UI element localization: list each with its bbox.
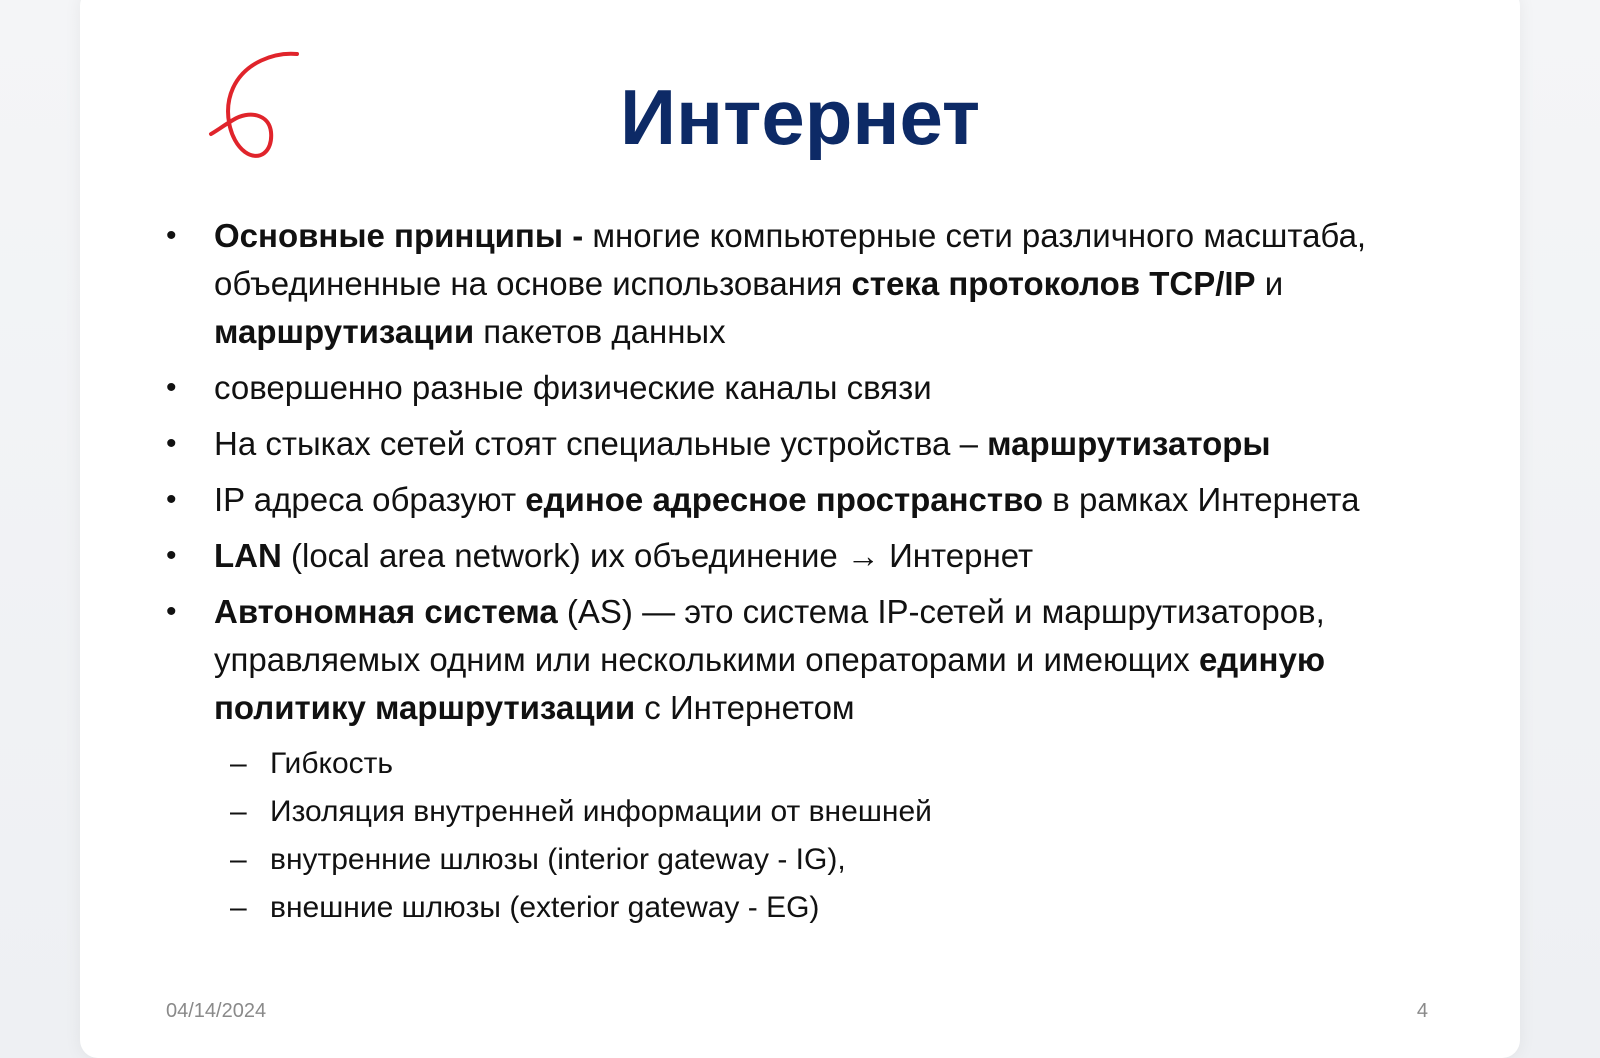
bullet-marker: • bbox=[166, 371, 177, 404]
bullet-bold: Основные принципы - bbox=[214, 217, 584, 254]
sub-bullet-list bbox=[166, 740, 1456, 932]
bullet-marker: • bbox=[166, 483, 177, 516]
bullet-text: IP адреса образуют bbox=[214, 481, 526, 518]
sub-item-text: внешние шлюзы (exterior gateway - EG) bbox=[270, 891, 820, 924]
bullet-text: (local area network) их объединение → Интернет bbox=[281, 537, 1034, 574]
bullet-text: в рамках Интернета bbox=[1043, 481, 1360, 518]
dash-marker: – bbox=[230, 843, 247, 876]
bullet-bold: Автономная система bbox=[214, 593, 558, 630]
sub-item-text: Изоляция внутренней информации от внешней bbox=[270, 795, 932, 828]
dash-marker: – bbox=[230, 747, 247, 780]
bullet-text: и bbox=[1255, 265, 1284, 302]
bullet-bold: LAN bbox=[214, 537, 282, 574]
sub-item bbox=[166, 884, 1456, 932]
bullet-item-lan bbox=[166, 532, 1456, 580]
slide-title: Интернет bbox=[619, 73, 981, 161]
bullet-text: многие компьютерные сети различного масштаба, объединенные на основе использования bbox=[214, 217, 1367, 302]
sub-item bbox=[166, 788, 1456, 836]
bullet-item-principles bbox=[166, 212, 1456, 356]
sub-item-text: внутренние шлюзы (interior gateway - IG), bbox=[270, 843, 846, 876]
bullet-bold: маршрутизаторы bbox=[987, 425, 1271, 462]
dash-marker: – bbox=[230, 795, 247, 828]
bullet-marker: • bbox=[166, 427, 177, 460]
bullet-item-autonomous-system bbox=[166, 588, 1456, 732]
bullet-bold: единое адресное пространство bbox=[525, 481, 1044, 518]
bullet-marker: • bbox=[166, 539, 177, 572]
bullet-text: совершенно разные физические каналы связи bbox=[214, 369, 932, 406]
bullet-text: пакетов данных bbox=[474, 313, 726, 350]
sub-item bbox=[166, 740, 1456, 788]
bullet-item-routers bbox=[166, 420, 1456, 468]
bullet-bold: маршрутизации bbox=[214, 313, 475, 350]
sub-item bbox=[166, 836, 1456, 884]
page-number: 4 bbox=[1416, 1000, 1428, 1022]
bullet-item-ip-space bbox=[166, 476, 1456, 524]
bullet-text: На стыках сетей стоят специальные устройства – bbox=[214, 425, 988, 462]
bullet-bold: единую политику маршрутизации bbox=[214, 641, 1326, 726]
bullet-marker: • bbox=[166, 219, 177, 252]
bullet-text: (AS) — это система IP-сетей и маршрутизаторов, управляемых одним или несколькими операторами и имеющих bbox=[214, 593, 1325, 678]
footer-date: 04/14/2024 bbox=[166, 1000, 267, 1022]
bullet-item-channels bbox=[166, 364, 1456, 412]
bullet-marker: • bbox=[166, 595, 177, 628]
bullet-bold: стека протоколов TCP/IP bbox=[851, 265, 1256, 302]
bullet-list bbox=[166, 212, 1456, 932]
bullet-text: с Интернетом bbox=[635, 689, 855, 726]
dash-marker: – bbox=[230, 891, 247, 924]
sub-item-text: Гибкость bbox=[270, 747, 394, 780]
